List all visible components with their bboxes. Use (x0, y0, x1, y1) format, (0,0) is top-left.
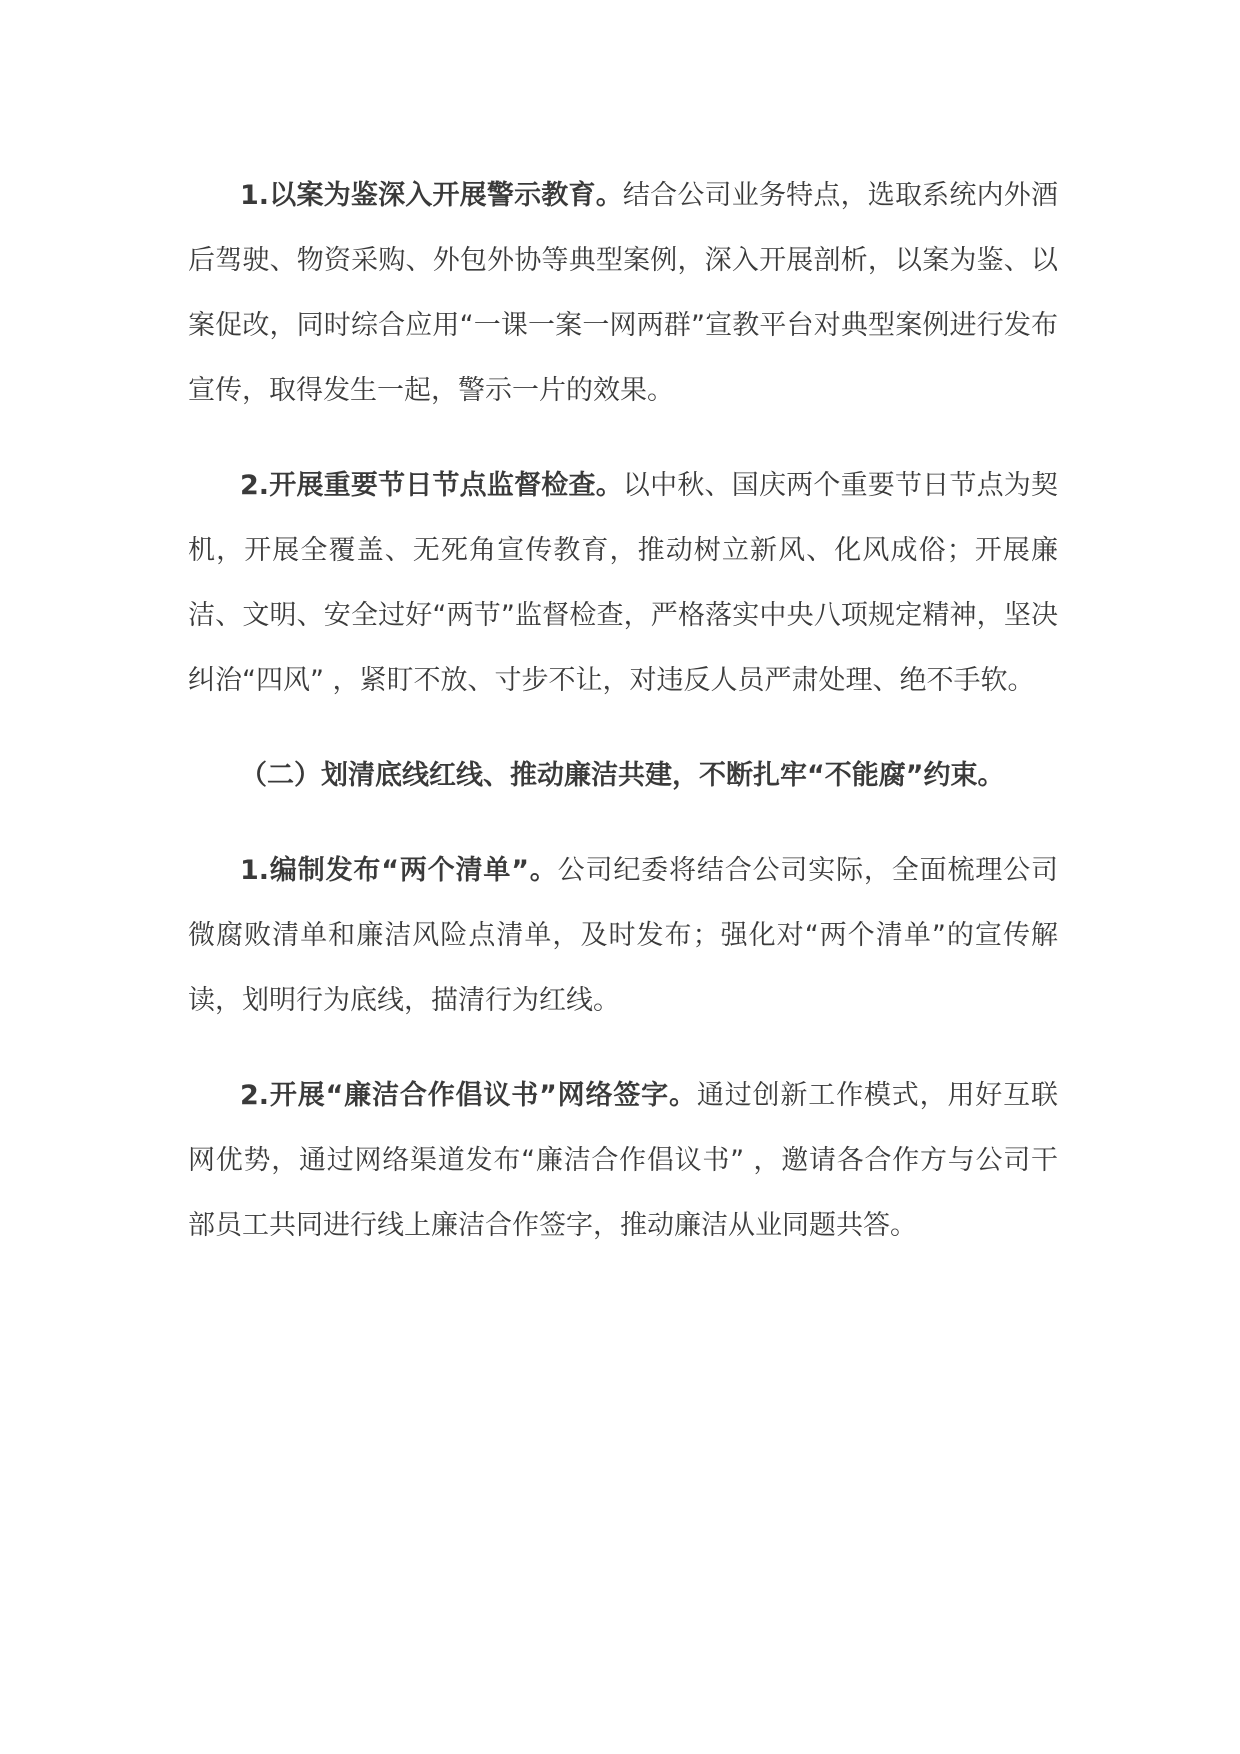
paragraph-lead: 2.开展“廉洁合作倡议书”网络签字。 (240, 1080, 697, 1111)
paragraph-holiday-inspection (188, 453, 1058, 713)
paragraph-body: 以中秋、国庆两个重要节日节点为契机，开展全覆盖、无死角宣传教育，推动树立新风、化风成俗；开展廉洁、文明、安全过好“两节”监督检查，严格落实中央八项规定精神，坚决纠治“四风” ，紧盯不放、寸步不让，对违反人员严肃处理、绝不手软。 (188, 470, 1059, 696)
paragraph-two-lists (188, 838, 1058, 1033)
paragraph-online-signing (188, 1063, 1058, 1258)
paragraph-body: 结合公司业务特点，选取系统内外酒后驾驶、物资采购、外包外协等典型案例，深入开展剖析，以案为鉴、以案促改，同时综合应用“一课一案一网两群”宣教平台对典型案例进行发布宣传，取得发生一起，警示一片的效果。 (188, 180, 1059, 406)
section-heading: （二）划清底线红线、推动廉洁共建，不断扎牢“不能腐”约束。 (240, 760, 1005, 791)
paragraph-lead: 2.开展重要节日节点监督检查。 (240, 470, 623, 501)
paragraph-lead: 1.以案为鉴深入开展警示教育。 (240, 180, 623, 211)
paragraph-lead: 1.编制发布“两个清单”。 (240, 855, 558, 886)
paragraph-body: 公司纪委将结合公司实际，全面梳理公司微腐败清单和廉洁风险点清单，及时发布；强化对“两个清单”的宣传解读，划明行为底线，描清行为红线。 (188, 855, 1058, 1016)
paragraph-body: 通过创新工作模式，用好互联网优势，通过网络渠道发布“廉洁合作倡议书” ，邀请各合作方与公司干部员工共同进行线上廉洁合作签字，推动廉洁从业同题共答。 (188, 1080, 1058, 1241)
document-page (188, 163, 1058, 1288)
paragraph-warning-education (188, 163, 1058, 423)
